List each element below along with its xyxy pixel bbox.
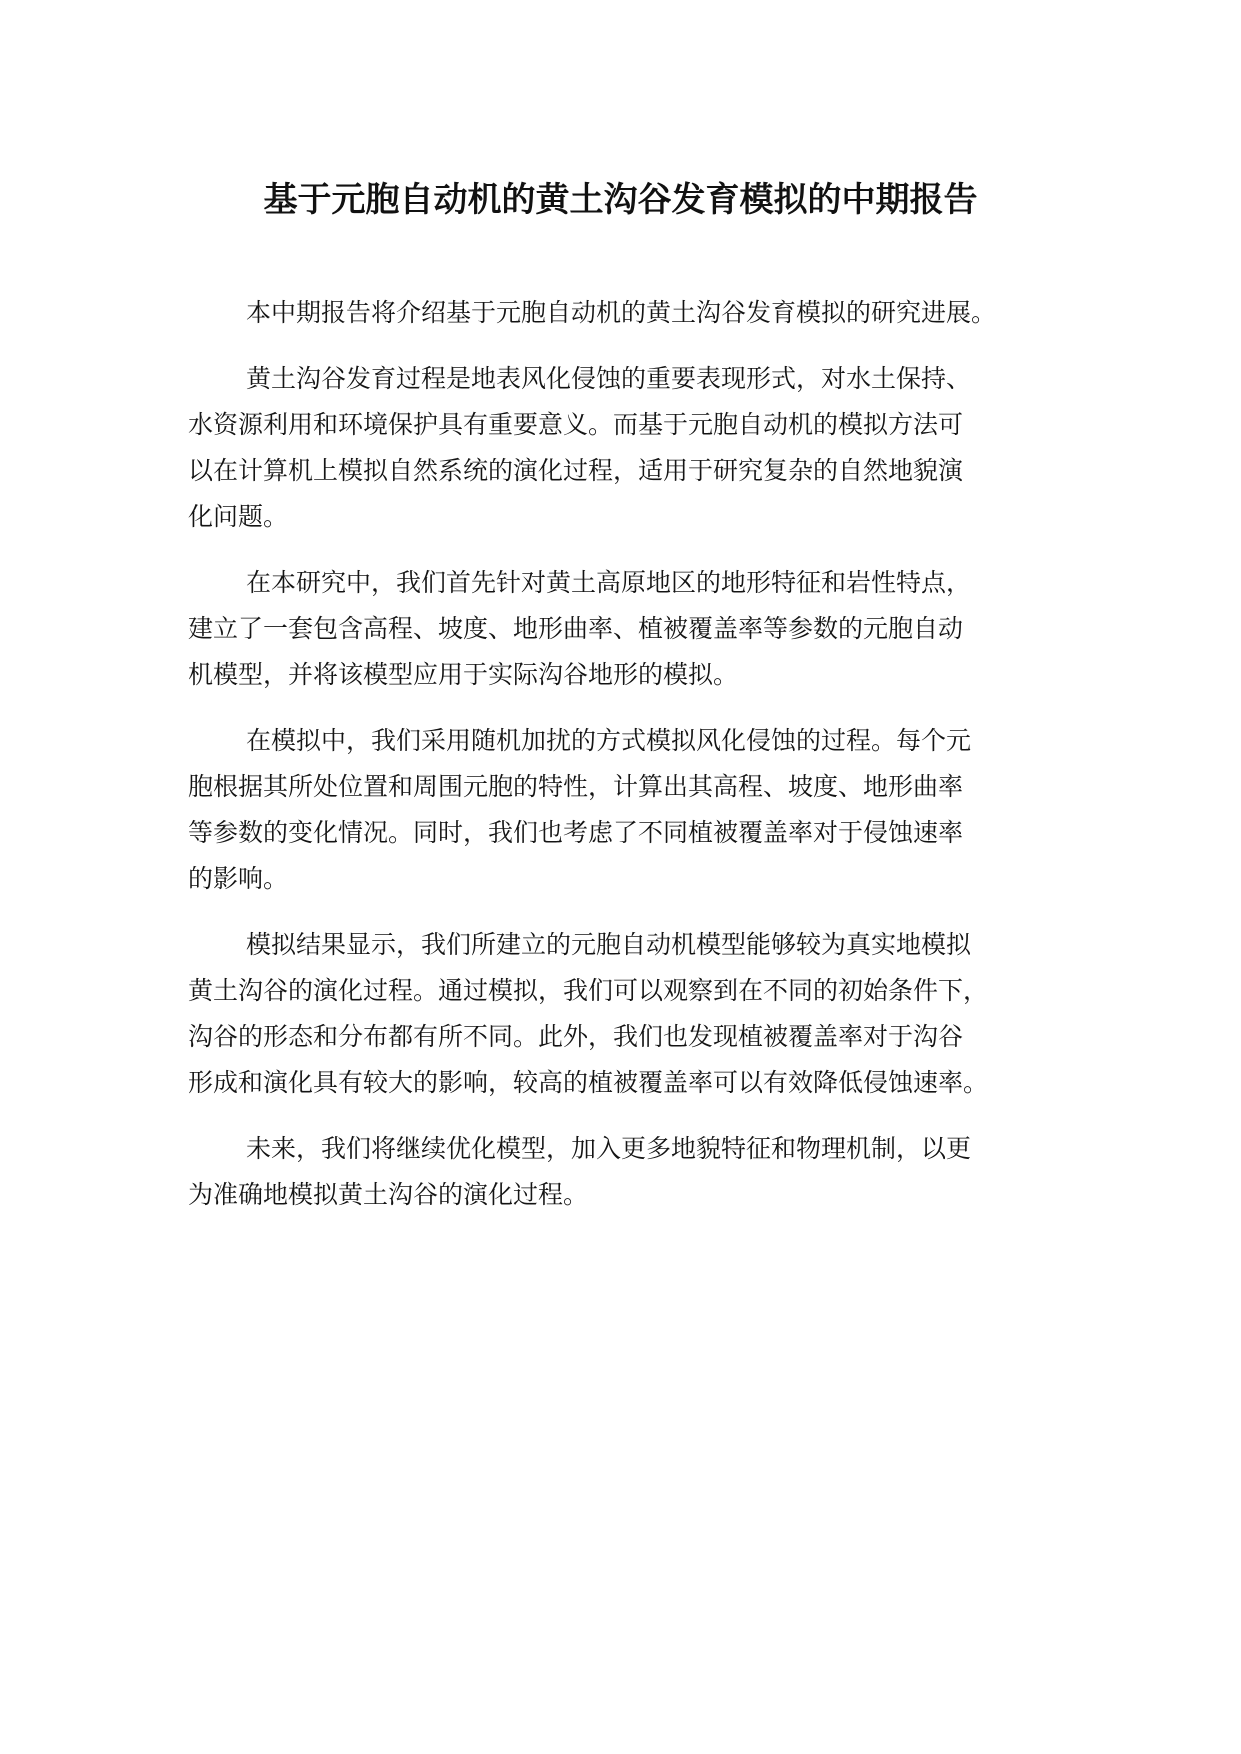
paragraph-line: 水资源利用和环境保护具有重要意义。而基于元胞自动机的模拟方法可 <box>188 410 964 439</box>
paragraph-line: 化问题。 <box>188 502 289 531</box>
paragraph-background <box>188 356 1088 540</box>
paragraph-line: 胞根据其所处位置和周围元胞的特性，计算出其高程、坡度、地形曲率 <box>188 772 964 801</box>
paragraph-line: 未来，我们将继续优化模型，加入更多地貌特征和物理机制，以更 <box>246 1134 972 1163</box>
paragraph-line: 沟谷的形态和分布都有所不同。此外，我们也发现植被覆盖率对于沟谷 <box>188 1022 964 1051</box>
paragraph-line: 形成和演化具有较大的影响，较高的植被覆盖率可以有效降低侵蚀速率。 <box>188 1068 989 1097</box>
paragraph-line: 以在计算机上模拟自然系统的演化过程，适用于研究复杂的自然地貌演 <box>188 456 964 485</box>
paragraph-line: 本中期报告将介绍基于元胞自动机的黄土沟谷发育模拟的研究进展。 <box>246 298 997 327</box>
paragraph-line: 为准确地模拟黄土沟谷的演化过程。 <box>188 1180 589 1209</box>
document-title: 基于元胞自动机的黄土沟谷发育模拟的中期报告 <box>263 180 978 220</box>
paragraph-results <box>188 922 1088 1106</box>
paragraph-line: 等参数的变化情况。同时，我们也考虑了不同植被覆盖率对于侵蚀速率 <box>188 818 964 847</box>
paragraph-intro <box>188 290 1088 336</box>
paragraph-line: 模拟结果显示，我们所建立的元胞自动机模型能够较为真实地模拟 <box>246 930 972 959</box>
document-body <box>188 290 1088 1238</box>
paragraph-line: 的影响。 <box>188 864 289 893</box>
paragraph-line: 建立了一套包含高程、坡度、地形曲率、植被覆盖率等参数的元胞自动 <box>188 614 964 643</box>
paragraph-simulation <box>188 718 1088 902</box>
paragraph-line: 在模拟中，我们采用随机加扰的方式模拟风化侵蚀的过程。每个元 <box>246 726 972 755</box>
paragraph-line: 黄土沟谷的演化过程。通过模拟，我们可以观察到在不同的初始条件下， <box>188 976 989 1005</box>
paragraph-line: 在本研究中，我们首先针对黄土高原地区的地形特征和岩性特点， <box>246 568 972 597</box>
paragraph-line: 黄土沟谷发育过程是地表风化侵蚀的重要表现形式，对水土保持、 <box>246 364 972 393</box>
paragraph-future <box>188 1126 1088 1218</box>
paragraph-model <box>188 560 1088 698</box>
paragraph-line: 机模型，并将该模型应用于实际沟谷地形的模拟。 <box>188 660 739 689</box>
